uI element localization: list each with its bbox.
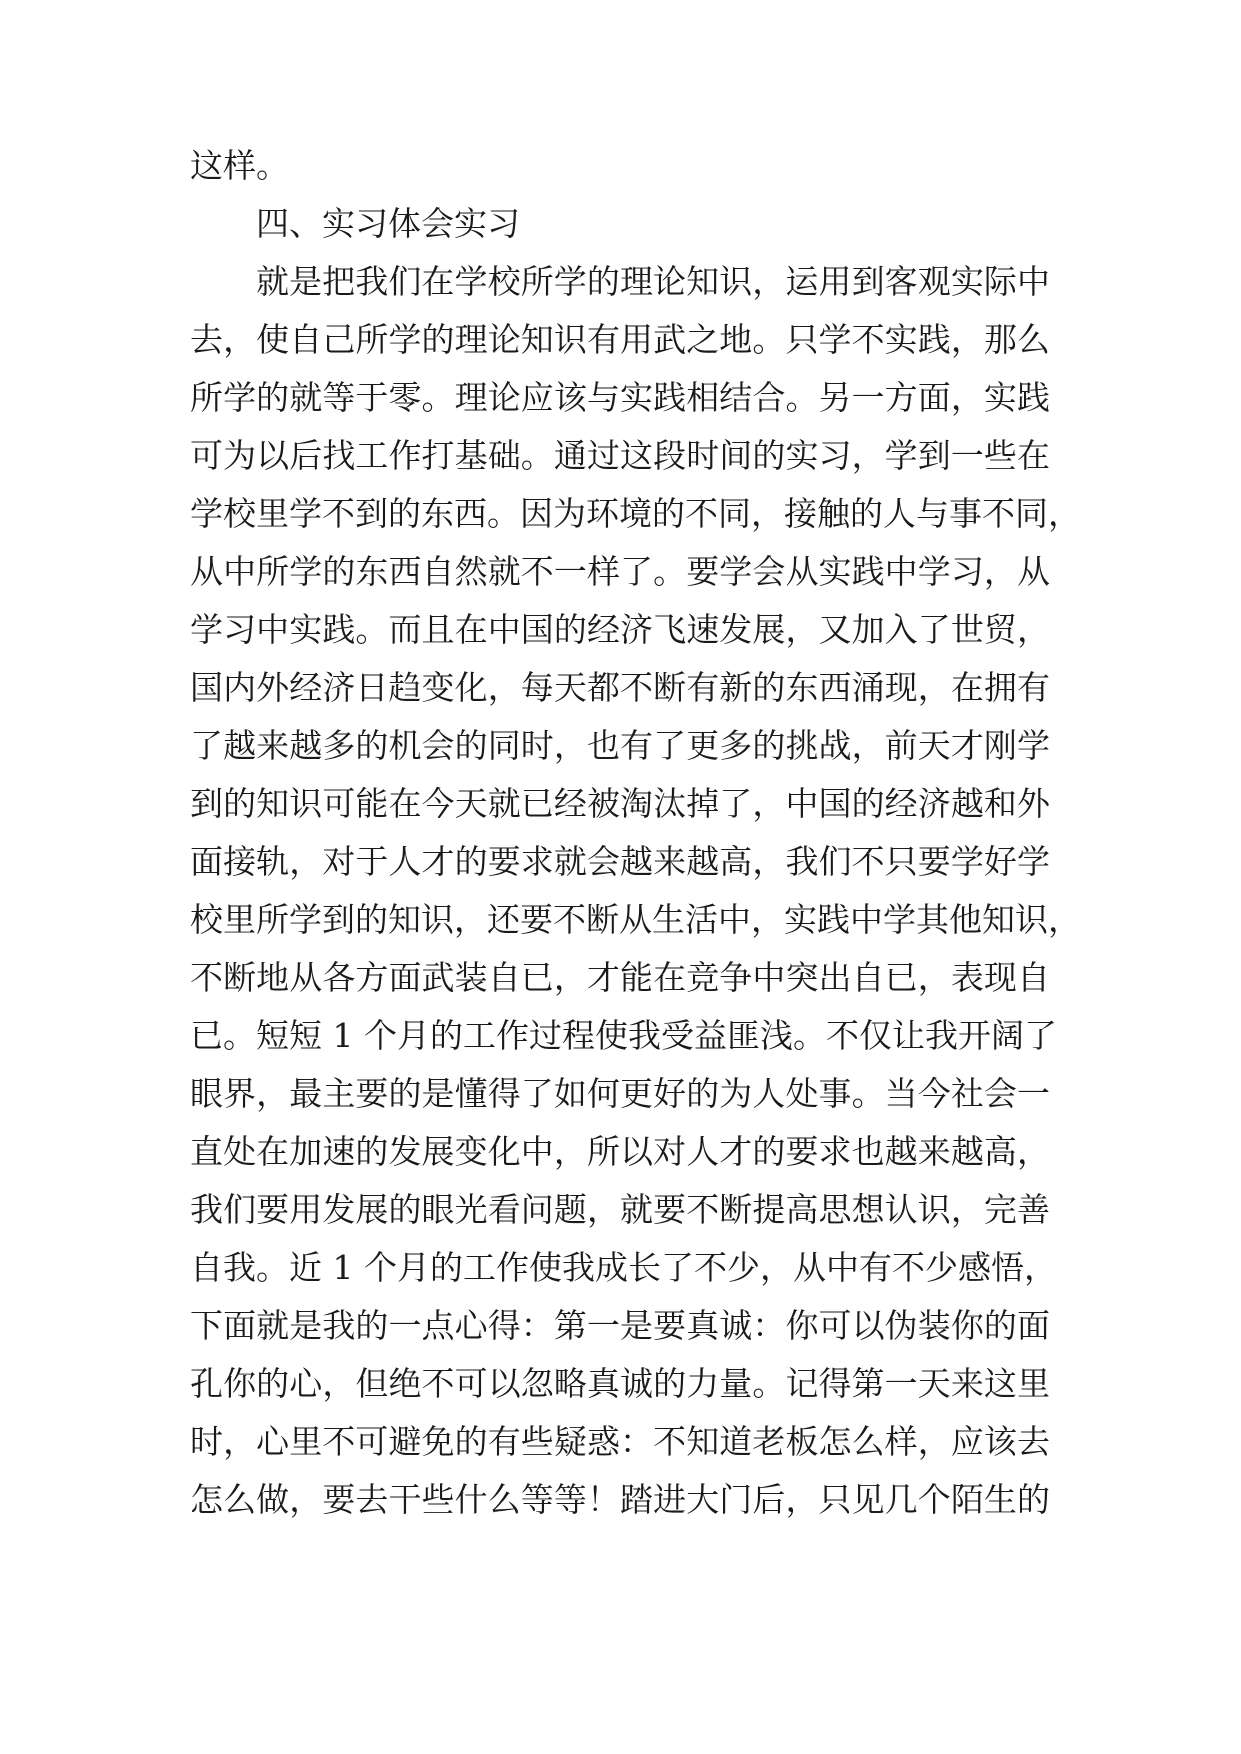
text-line: 我们要用发展的眼光看问题，就要不断提高思想认识，完善 xyxy=(190,1190,1050,1229)
text-line: 已。短短 1 个月的工作过程使我受益匪浅。不仅让我开阔了 xyxy=(190,1016,1057,1055)
text-line: 直处在加速的发展变化中，所以对人才的要求也越来越高， xyxy=(190,1132,1050,1171)
text-line: 所学的就等于零。理论应该与实践相结合。另一方面，实践 xyxy=(190,378,1050,417)
text-line: 学校里学不到的东西。因为环境的不同，接触的人与事不同， xyxy=(190,494,1081,533)
text-line: 怎么做，要去干些什么等等！踏进大门后，只见几个陌生的 xyxy=(190,1480,1050,1519)
text-line: 可为以后找工作打基础。通过这段时间的实习，学到一些在 xyxy=(190,436,1050,475)
text-line: 面接轨，对于人才的要求就会越来越高，我们不只要学好学 xyxy=(190,842,1050,881)
section-heading: 四、实习体会实习 xyxy=(256,204,520,243)
text-line: 了越来越多的机会的同时，也有了更多的挑战，前天才刚学 xyxy=(190,726,1050,765)
text-line: 下面就是我的一点心得：第一是要真诚：你可以伪装你的面 xyxy=(190,1306,1050,1345)
text-line: 不断地从各方面武装自已，才能在竞争中突出自已，表现自 xyxy=(190,958,1050,997)
text-line: 从中所学的东西自然就不一样了。要学会从实践中学习，从 xyxy=(190,552,1050,591)
text-line: 校里所学到的知识，还要不断从生活中，实践中学其他知识， xyxy=(190,900,1081,939)
text-line: 自我。近 1 个月的工作使我成长了不少，从中有不少感悟， xyxy=(190,1248,1057,1287)
text-line: 去，使自己所学的理论知识有用武之地。只学不实践，那么 xyxy=(190,320,1050,359)
text-line: 孔你的心，但绝不可以忽略真诚的力量。记得第一天来这里 xyxy=(190,1364,1050,1403)
text-line: 时，心里不可避免的有些疑惑：不知道老板怎么样，应该去 xyxy=(190,1422,1050,1461)
text-line: 到的知识可能在今天就已经被淘汰掉了，中国的经济越和外 xyxy=(190,784,1050,823)
text-line: 国内外经济日趋变化，每天都不断有新的东西涌现，在拥有 xyxy=(190,668,1050,707)
text-line: 学习中实践。而且在中国的经济飞速发展，又加入了世贸， xyxy=(190,610,1050,649)
text-line: 这样。 xyxy=(190,146,289,185)
text-line: 眼界，最主要的是懂得了如何更好的为人处事。当今社会一 xyxy=(190,1074,1050,1113)
text-line: 就是把我们在学校所学的理论知识，运用到客观实际中 xyxy=(256,262,1050,301)
